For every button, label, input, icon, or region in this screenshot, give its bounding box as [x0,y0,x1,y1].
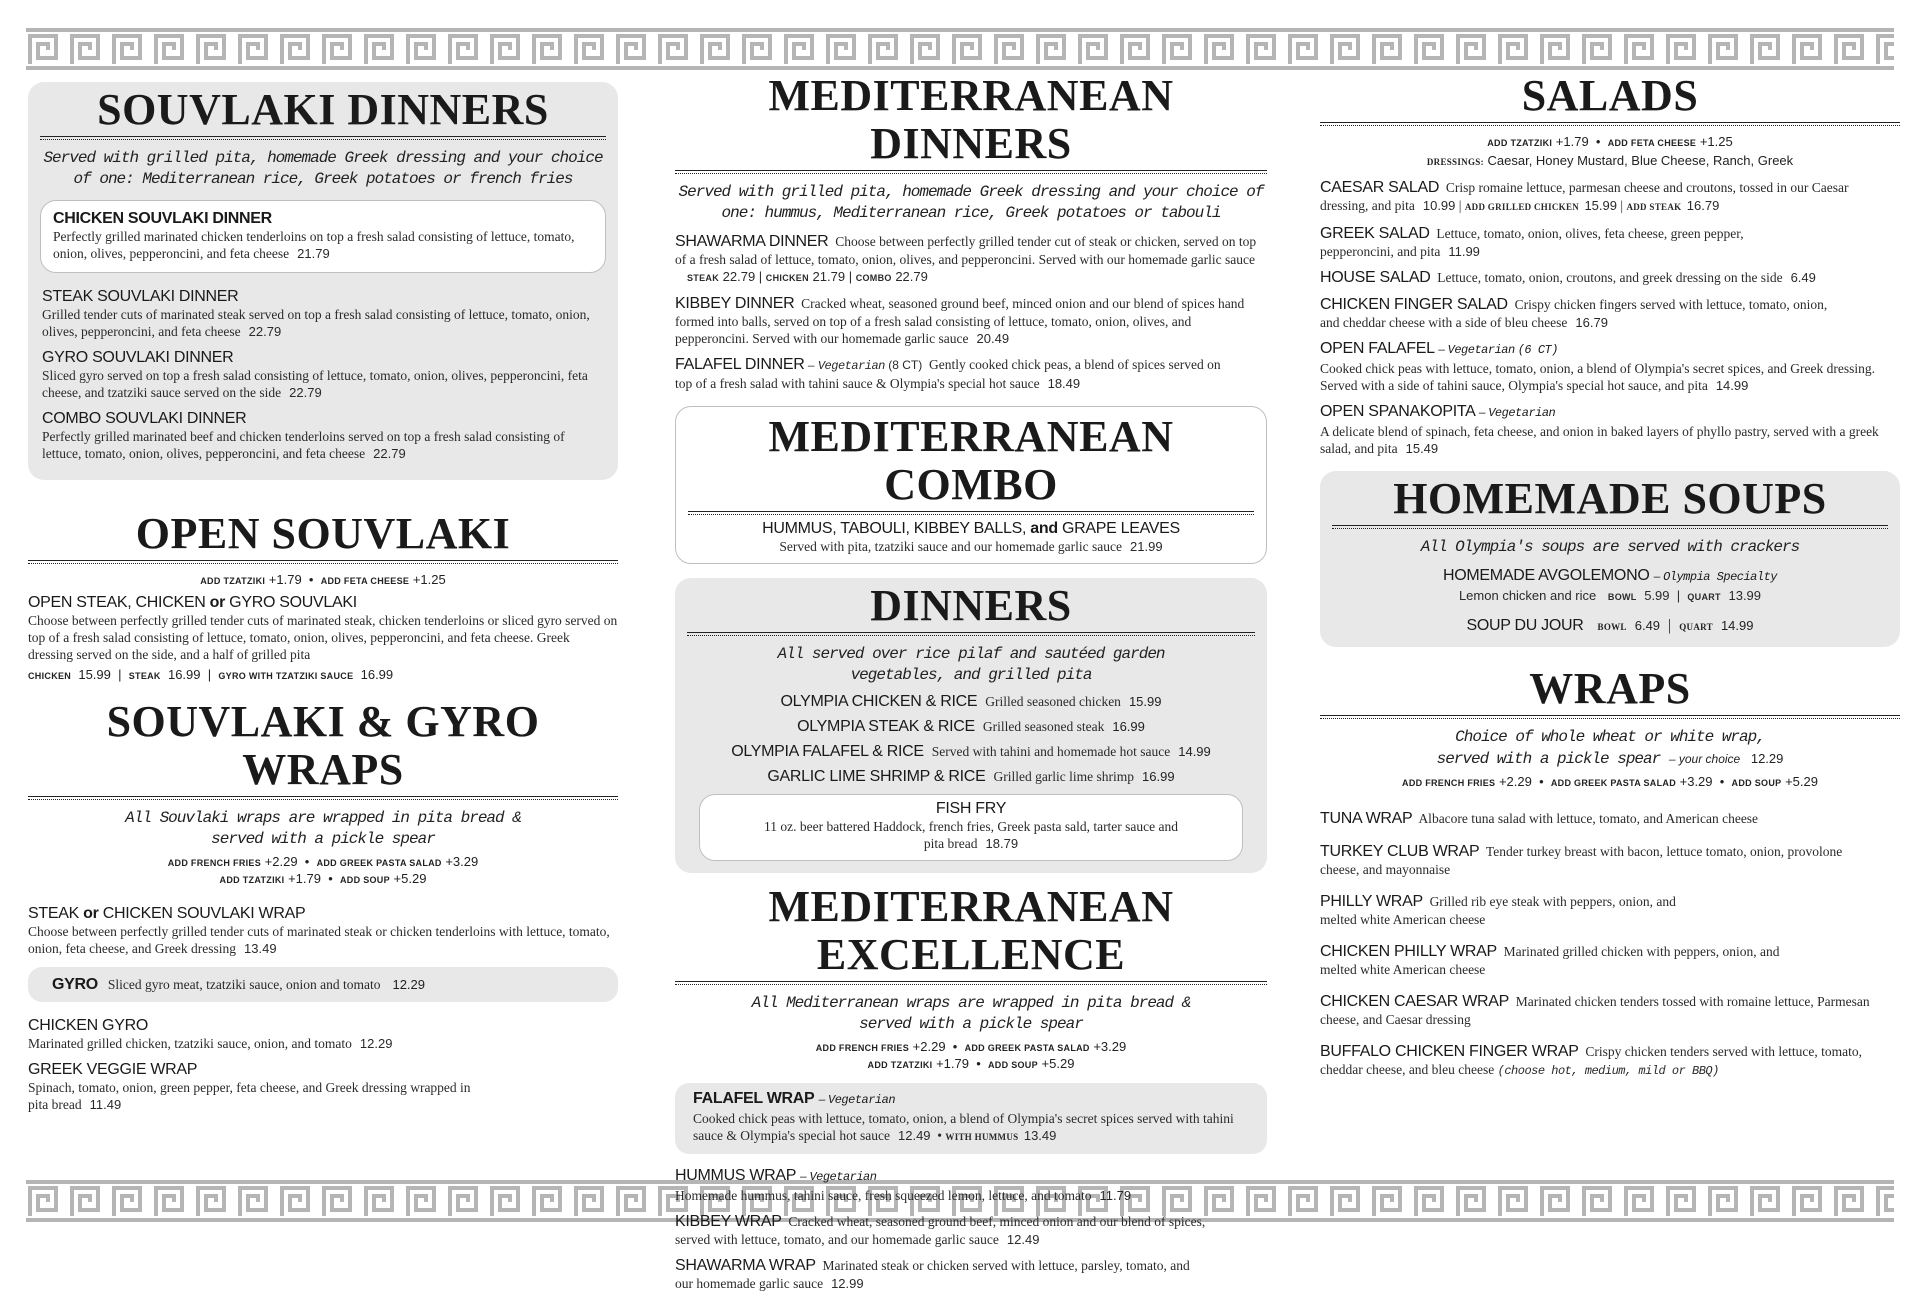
menu-item-featured [40,200,606,273]
menu-item: BUFFALO CHICKEN FINGER WRAP Crispy chicken tenders served with lettuce, tomato, cheddar cheese, and bleu cheese (choose hot, medium, mild or BBQ) [1320,1043,1863,1078]
item-name: HOUSE SALAD [1320,269,1431,286]
title-rule [1320,715,1900,719]
gyro-highlight [28,967,618,1002]
section-title: MEDITERRANEAN DINNERS [768,71,1174,168]
menu-item: CHICKEN CAESAR WRAP Marinated chicken tenders tossed with romaine lettuce, Parmesan cheese, and Caesar dressing [1320,993,1870,1027]
item-price: 22.79 [289,385,322,400]
addon-line: ADD FRENCH FRIES +2.29 • ADD GREEK PASTA SALAD +3.29 • ADD SOUP +5.29 [1402,774,1818,789]
menu-item: CHICKEN PHILLY WRAP Marinated grilled chicken with peppers, onion, and melted white American cheese [1320,943,1780,977]
item-desc: Homemade hummus, tahini sauce, fresh squeezed lemon, lettuce, and tomato 11.79 [675,1188,1132,1203]
item-name: OPEN SPANAKOPITA – Vegetarian [1320,403,1556,420]
dinner-list [687,692,1255,786]
fish-fry-box [699,794,1243,861]
item-name: HUMMUS WRAP – Vegetarian [675,1167,877,1184]
menu-item [28,1060,618,1113]
item-desc: Sliced gyro served on top a fresh salad consisting of lettuce, tomato, onion, olives, pepperoncini, feta cheese, and tzatziki sauce served on the side 22.79 [42,368,588,400]
soup-item [1332,566,1888,606]
menu-item: CHICKEN FINGER SALAD Crispy chicken fingers served with lettuce, tomato, onion, and cheddar cheese with a side of bleu cheese 16.79 [1320,296,1828,330]
title-rule [675,981,1267,985]
item-desc: Lettuce, tomato, onion, croutons, and greek dressing on the side [1437,270,1783,285]
greek-key-border-top [26,28,1894,70]
item-desc: A delicate blend of spinach, feta cheese, and onion in baked layers of phyllo pastry, served with a greek salad, and pita 15.49 [1320,424,1879,456]
menu-item [1320,402,1900,457]
mediterranean-dinners-section [675,72,1267,392]
menu-item [28,904,618,957]
price-options: CHICKEN 15.99 | STEAK 16.99 | GYRO WITH TZATZIKI SAUCE 16.99 [28,667,394,682]
menu-item: OLYMPIA CHICKEN & RICE Grilled seasoned chicken 15.99 [780,693,1162,710]
item-name: FALAFEL DINNER [675,356,805,373]
item-name: HOMEMADE AVGOLEMONO – Olympia Specialty [1443,567,1777,584]
item-desc: Perfectly grilled marinated chicken tenderloins on top a fresh salad consisting of lettuce, tomato, onion, olives, pepperoncini, and feta cheese 21.79 [53,229,575,261]
item-desc: Crispy chicken fingers served with lettuce, tomato, onion, and cheddar cheese with a side of bleu cheese [1320,297,1828,330]
open-souvlaki-section [28,510,618,684]
mediterranean-excellence-section [675,883,1267,1292]
title-rule [28,796,618,800]
menu-item: GREEK SALAD Lettuce, tomato, onion, olives, feta cheese, green pepper, pepperoncini, and pita 11.99 [1320,225,1744,259]
item-name: STEAK or CHICKEN SOUVLAKI WRAP [28,905,306,922]
column-left [28,82,618,1113]
menu-item [1320,339,1900,394]
item-name: GYRO SOUVLAKI DINNER [42,349,234,366]
section-title: OPEN SOUVLAKI [135,509,511,558]
title-rule [688,511,1254,515]
item-name: COMBO SOUVLAKI DINNER [42,410,247,427]
item-desc: Gently cooked chick peas, a blend of spices served on top of a fresh salad with tahini sauce & Olympia's special hot sauce [675,357,1221,391]
menu-item: CAESAR SALAD Crisp romaine lettuce, parmesan cheese and croutons, tossed in our Caesar dressing, and pita 10.99 | ADD GRILLED CHICKEN 15.99 | ADD STEAK 16.79 [1320,179,1849,213]
menu-item: KIBBEY DINNER Cracked wheat, seasoned ground beef, minced onion and our blend of spices hand formed into balls, served on top of a fresh salad consisting of lettuce, tomato, onion, olives, and pepperoncini. Served with our homemade garlic sauce 20.49 [675,295,1245,346]
dressings-line: DRESSINGS: Caesar, Honey Mustard, Blue Cheese, Ranch, Greek [1426,153,1794,168]
item-desc: Lemon chicken and rice BOWL 5.99 | QUART 13.99 [1458,588,1762,603]
item-desc: Lettuce, tomato, onion, olives, feta cheese, green pepper, pepperoncini, and pita [1320,226,1744,259]
section-title: HOMEMADE SOUPS [1393,474,1827,523]
menu-item: TURKEY CLUB WRAP Tender turkey breast with bacon, lettuce tomato, onion, provolone cheese, and mayonnaise [1320,843,1843,877]
item-price: 22.79 [373,446,406,461]
item-name: GREEK SALAD [1320,225,1430,242]
item-desc: 11 oz. beer battered Haddock, french fries, Greek pasta sald, tarter sauce and pita bread 18.79 [763,819,1179,851]
column-middle [675,72,1267,1292]
section-subtitle: All Mediterranean wraps are wrapped in pita bread & served with a pickle spear [751,994,1191,1033]
title-rule [40,136,606,140]
section-title: DINNERS [870,581,1072,630]
item-desc: Marinated grilled chicken, tzatziki sauce, onion, and tomato 12.29 [28,1036,393,1051]
item-desc: Cracked wheat, seasoned ground beef, minced onion and our blend of spices, served with lettuce, tomato, and our homemade garlic sauce [675,1214,1206,1247]
section-title: MEDITERRANEAN EXCELLENCE [768,882,1174,979]
menu-item: PHILLY WRAP Grilled rib eye steak with peppers, onion, and melted white American cheese [1320,893,1676,927]
menu-item [675,1166,1267,1204]
item-name: SHAWARMA WRAP [675,1257,816,1274]
salads-section [1320,72,1900,457]
section-title: SALADS [1521,71,1699,120]
section-subtitle: All served over rice pilaf and sautéed garden vegetables, and grilled pita [777,645,1165,684]
column-right [1320,72,1900,1080]
menu-item [28,593,618,684]
section-subtitle: All Souvlaki wraps are wrapped in pita bread & served with a pickle spear [125,809,521,848]
item-price: 12.29 [392,977,426,992]
section-subtitle: Served with grilled pita, homemade Greek dressing and your choice of one: hummus, Mediterranean rice, Greek potatoes or tabouli [678,183,1264,222]
menu-item [675,232,1267,286]
price-options: STEAK 22.79 | CHICKEN 21.79 | COMBO 22.79 [687,269,928,284]
item-name: CHICKEN SOUVLAKI DINNER [53,210,272,227]
item-name: FISH FRY [935,800,1007,817]
item-name: STEAK SOUVLAKI DINNER [42,288,239,305]
item-name: FALAFEL WRAP – Vegetarian [693,1090,896,1107]
section-subtitle: Served with grilled pita, homemade Greek dressing and your choice of one: Mediterranean rice, Greek potatoes or french fries [43,149,603,188]
item-name: KIBBEY WRAP [675,1213,782,1230]
item-name: OPEN STEAK, CHICKEN or GYRO SOUVLAKI [28,594,357,611]
souvlaki-dinners-section [28,82,618,480]
item-name: OPEN FALAFEL – Vegetarian (6 CT) [1320,340,1558,357]
souvlaki-gyro-wraps-section [28,698,618,1113]
item-name: GYRO [52,976,98,993]
addon-line: ADD TZATZIKI +1.79 • ADD FETA CHEESE +1.25 [200,572,446,587]
mediterranean-combo-section [675,406,1267,564]
item-name: CHICKEN FINGER SALAD [1320,296,1508,313]
section-title: SOUVLAKI & GYRO WRAPS [106,697,540,794]
title-rule [28,560,618,564]
item-price: 22.79 [248,324,282,339]
menu-item: KIBBEY WRAP Cracked wheat, seasoned ground beef, minced onion and our blend of spices, served with lettuce, tomato, and our homemade garlic sauce 12.49 [675,1213,1206,1247]
falafel-wrap-highlight [675,1083,1267,1154]
item-desc: Perfectly grilled marinated beef and chicken tenderloins served on top a fresh salad consisting of lettuce, tomato, onion, olives, pepperoncini, and feta cheese 22.79 [42,429,565,461]
item-desc: Choose between perfectly grilled tender cuts of marinated steak, chicken tenderloins or sliced gyro served on top of a fresh salad consisting of lettuce, tomato, onion, olives, pepperoncini, and feta cheese. Greek dressing served on the side, and a half of grilled pita [28,613,618,662]
menu-item [28,1016,618,1052]
menu-item: OLYMPIA FALAFEL & RICE Served with tahini and homemade hot sauce 14.99 [731,743,1211,760]
title-rule [1332,525,1888,529]
item-desc: Cooked chick peas with lettuce, tomato, onion, a blend of Olympia's secret spices served with tahini sauce & Olympia's special hot sauce 12.49 • WITH HUMMUS 13.49 [693,1111,1234,1143]
wraps-section [1320,665,1900,1080]
homemade-soups-section [1320,471,1900,647]
addon-line: ADD FRENCH FRIES +2.29 • ADD GREEK PASTA SALAD +3.29 ADD TZATZIKI +1.79 • ADD SOUP +5.29 [815,1039,1127,1071]
item-desc: Choose between perfectly grilled tender cut of steak or chicken, served on top of a fresh salad of lettuce, tomato, onion, olives, and pepperoncini. Served with our homemade garlic sauce [675,234,1257,267]
item-desc: Cooked chick peas with lettuce, tomato, onion, a blend of Olympia's secret spices, and Greek dressing. Served with a side of tahini sauce, Olympia's special hot sauce, and pita 14.99 [1320,361,1876,393]
item-name: KIBBEY DINNER [675,295,795,312]
addon-line: ADD TZATZIKI +1.79 • ADD FETA CHEESE +1.25 [1487,134,1733,149]
menu-item: HOUSE SALAD Lettuce, tomato, onion, croutons, and greek dressing on the side 6.49 [1320,269,1816,286]
menu-item [40,287,606,340]
title-rule [675,170,1267,174]
item-name: SHAWARMA DINNER [675,233,829,250]
title-rule [1320,122,1900,126]
section-title: WRAPS [1529,664,1691,713]
menu-item: OLYMPIA STEAK & RICE Grilled seasoned steak 16.99 [797,718,1145,735]
item-name: SOUP DU JOUR [1466,617,1584,634]
item-name: CAESAR SALAD [1320,179,1440,196]
item-desc: Marinated steak or chicken served with lettuce, parsley, tomato, and our homemade garlic sauce [675,1258,1190,1291]
combo-items: HUMMUS, TABOULI, KIBBEY BALLS, and GRAPE LEAVES [762,520,1180,537]
title-rule [687,632,1255,636]
menu-item: TUNA WRAP Albacore tuna salad with lettuce, tomato, and American cheese [1320,810,1759,827]
item-price: 21.79 [297,246,330,261]
menu-item: FALAFEL DINNER – Vegetarian (8 CT) Gently cooked chick peas, a blend of spices served on top of a fresh salad with tahini sauce & Olympia's special hot sauce 18.49 [675,356,1221,391]
item-desc: Grilled tender cuts of marinated steak served on top a fresh salad consisting of lettuce, tomato, onion, olives, pepperoncini, and feta cheese 22.79 [42,307,590,339]
section-subtitle: All Olympia's soups are served with crackers [1420,538,1800,556]
dinners-section [675,578,1267,873]
menu-item: GARLIC LIME SHRIMP & RICE Grilled garlic lime shrimp 16.99 [767,768,1175,785]
addon-line: ADD FRENCH FRIES +2.29 • ADD GREEK PASTA SALAD +3.29 ADD TZATZIKI +1.79 • ADD SOUP +5.29 [167,854,479,886]
item-desc: Crisp romaine lettuce, parmesan cheese and croutons, tossed in our Caesar dressing, and pita [1320,180,1849,213]
menu-item [40,409,606,462]
item-desc: Cracked wheat, seasoned ground beef, minced onion and our blend of spices hand formed into balls, served on top of a fresh salad consisting of lettuce, tomato, onion, olives, and pepperoncini. Served with our homemade garlic sauce [675,296,1245,346]
item-desc: Choose between perfectly grilled tender cuts of marinated steak or chicken tenderloins with lettuce, tomato, onion, feta cheese, and Greek dressing 13.49 [28,924,610,956]
menu-item [40,348,606,401]
item-name: GREEK VEGGIE WRAP [28,1061,198,1078]
combo-desc: Served with pita, tzatziki sauce and our homemade garlic sauce 21.99 [779,539,1163,554]
item-desc: Sliced gyro meat, tzatziki sauce, onion and tomato [107,977,381,992]
menu-item: SHAWARMA WRAP Marinated steak or chicken served with lettuce, parsley, tomato, and our homemade garlic sauce 12.99 [675,1257,1190,1291]
item-desc: Spinach, tomato, onion, green pepper, feta cheese, and Greek dressing wrapped in pita bread 11.49 [28,1080,471,1112]
section-title: SOUVLAKI DINNERS [97,85,549,134]
soup-item: SOUP DU JOUR BOWL 6.49 | QUART 14.99 [1466,617,1754,634]
section-subtitle: Choice of whole wheat or white wrap, served with a pickle spear – your choice 12.29 [1436,728,1784,768]
section-title: MEDITERRANEAN COMBO [768,412,1174,509]
item-name: CHICKEN GYRO [28,1017,148,1034]
